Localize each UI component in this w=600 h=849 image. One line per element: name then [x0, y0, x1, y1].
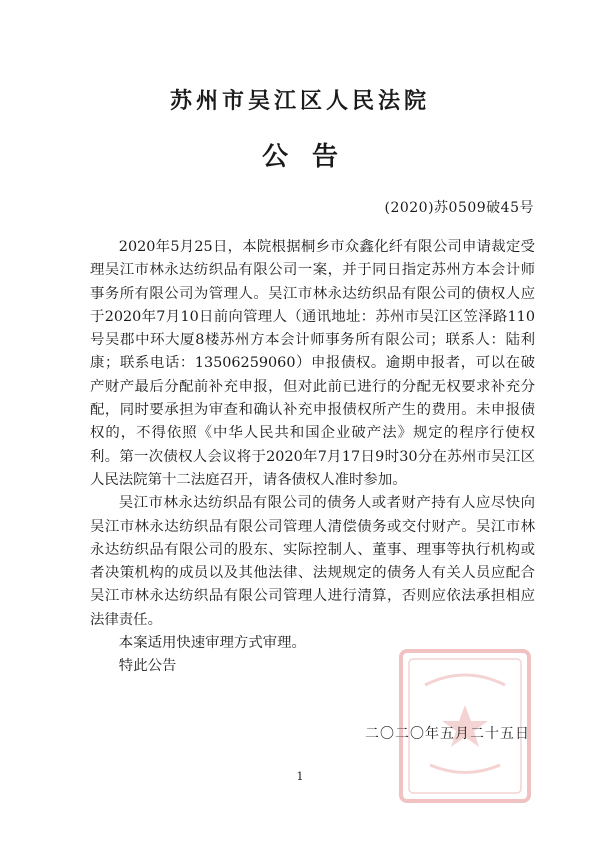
case-number: (2020)苏0509破45号 — [384, 200, 534, 216]
notice-date: 二〇二〇年五月二十五日 — [365, 726, 530, 742]
document-title: 公告 — [261, 142, 362, 172]
page-number: 1 — [296, 770, 304, 783]
paragraph-claims: 2020年5月25日，本院根据桐乡市众鑫化纤有限公司申请裁定受理吴江市林永达纺织品有限公司一案，并于同日指定苏州方本会计师事务所有限公司为管理人。吴江市林永达纺织品有限公司的债权人应于2020年7月10日前向管理人（通讯地址：苏州市吴江区笠泽路110号吴郡中环大厦8楼苏州方本会计师事务所有限公司；联系人：陆利康；联系电话：13506259060）申报债权。逾期申报者，可以在破产财产最后分配前补充申报，但对此前已进行的分配无权要求补充分配，同时要承担为审查和确认补充申报债权所产生的费用。未申报债权的，不得依照《中华人民共和国企业破产法》规定的程序行使权利。第一次债权人会议将于2020年7月17日9时30分在苏州市吴江区人民法院第十二法庭召开，请各债权人准时参加。 — [90, 239, 535, 488]
paragraph-debtors: 吴江市林永达纺织品有限公司的债务人或者财产持有人应尽快向吴江市林永达纺织品有限公司管理人清偿债务或交付财产。吴江市林永达纺织品有限公司的股东、实际控制人、董事、理事等执行机构或者决策机构的成员以及其他法律、法规规定的债务人有关人员应配合吴江市林永达纺织品有限公司管理人进行清算，否则应依法承担相应法律责任。 — [90, 495, 535, 628]
paragraph-closing: 特此公告 — [118, 658, 177, 675]
notice-body — [90, 236, 535, 679]
court-name: 苏州市吴江区人民法院 — [169, 88, 430, 114]
paragraph-procedure: 本案适用快速审理方式审理。 — [118, 635, 306, 652]
